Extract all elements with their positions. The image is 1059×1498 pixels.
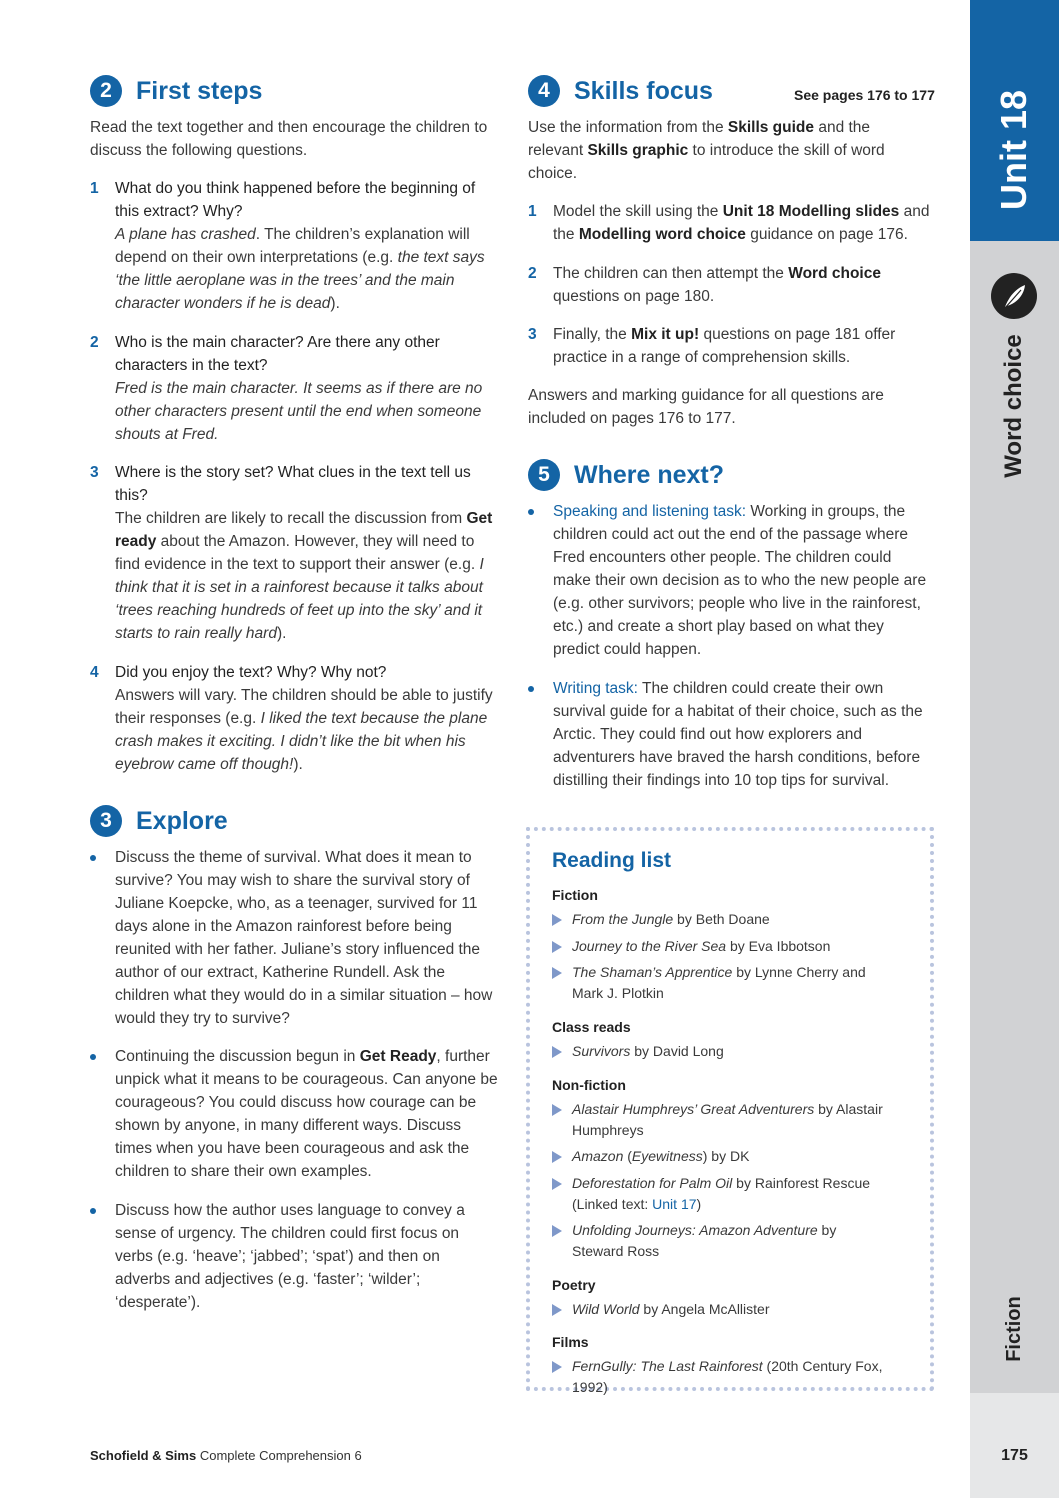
bullet-icon [90,855,96,861]
reading-list-item: Amazon (Eyewitness) by DK [552,1146,912,1167]
linked-text-link[interactable]: Unit 17 [652,1196,697,1212]
question-item [90,177,495,315]
step-item: 1 Model the skill using the Unit 18 Modelling slides and the Modelling word choice guidance on page 176. [528,203,930,243]
triangle-bullet-icon [552,1046,562,1058]
category-label: Fiction [552,887,598,903]
bullet-icon [90,1054,96,1060]
question-number: 4 [90,664,99,681]
category-label: Class reads [552,1019,631,1035]
question-number: 1 [90,180,99,197]
genre-label: Fiction [1003,1296,1025,1362]
where-next-bullet: Speaking and listening task: Working in groups, the children could act out the end of the passage where Fred encounters other people. The children could make their own decision as to who the new people are (e.g. other survivors; people who live in the rainforest, etc.) and create a short play based on what they predict could happen. [528,500,933,661]
reading-list-item: Survivors by David Long [552,1041,912,1062]
skill-label: Word choice [1000,334,1027,478]
see-pages-note: See pages 176 to 177 [794,87,935,103]
explore-heading [90,805,228,837]
reading-list-item: Wild World by Angela McAllister [552,1299,912,1320]
answer-text: A plane has crashed. The children’s explanation will depend on their own interpretations (e.g. the text says ‘the little aeroplane was in the trees’ and the main character wonders if he is dead). [115,226,485,312]
publisher-name: Schofield & Sims [90,1448,197,1463]
question-item [90,661,495,776]
section-number-badge: 3 [90,805,122,837]
section-title: First steps [136,76,263,105]
triangle-bullet-icon [552,1361,562,1373]
book-title: Complete Comprehension 6 [199,1448,362,1463]
triangle-bullet-icon [552,941,562,953]
triangle-bullet-icon [552,1304,562,1316]
category-label: Films [552,1334,589,1350]
question-item [90,331,495,446]
question-text: What do you think happened before the beginning of this extract? Why? [115,180,476,220]
page-number: 175 [1001,1447,1028,1464]
triangle-bullet-icon [552,914,562,926]
where-next-heading [528,459,724,491]
reading-list-title: Reading list [552,849,672,872]
section-title: Where next? [574,460,725,489]
triangle-bullet-icon [552,1225,562,1237]
first-steps-intro: Read the text together and then encourage the children to discuss the following questions. [90,119,488,159]
reading-list-item: Unfolding Journeys: Amazon Adventure by Steward Ross [552,1220,862,1262]
question-text: Where is the story set? What clues in the text tell us this? [115,464,471,504]
reading-list-item: FernGully: The Last Rainforest (20th Century Fox, 1992) [552,1356,922,1398]
question-number: 2 [90,334,99,351]
explore-bullet: Discuss the theme of survival. What does it mean to survive? You may wish to share the survival story of Juliane Koepcke, who, as a teenager, survived for 11 days alone in the Amazon rainforest before being reunited with her father. Juliane’s story influenced the author of our extract, Katherine Rundell. Ask the children what they would do in a similar situation – how would they try to survive? [90,846,500,1030]
page-number-tab [970,1393,1059,1498]
question-text: Did you enjoy the text? Why? Why not? [115,664,387,681]
unit-label: Unit 18 [993,89,1034,211]
reading-list-item: Journey to the River Sea by Eva Ibbotson [552,936,912,957]
reading-list-item: The Shaman’s Apprentice by Lynne Cherry and Mark J. Plotkin [552,962,882,1004]
question-text: Who is the main character? Are there any other characters in the text? [115,334,440,374]
feather-icon [991,273,1037,319]
bullet-icon [90,1208,96,1214]
explore-bullet: Continuing the discussion begun in Get Ready, further unpick what it means to be courageous. Can anyone be courageous? You could discuss how courage can be shown by anyone, in many different ways. Discuss times when you have been courageous and ask the children to share their own examples. [90,1045,500,1183]
reading-list-item: Deforestation for Palm Oil by Rainforest Rescue (Linked text: Unit 17) [552,1173,887,1215]
question-number: 3 [90,464,99,481]
section-number-badge: 5 [528,459,560,491]
where-next-bullet: Writing task: The children could create their own survival guide for a habitat of their choice, such as the Arctic. They could find out how explorers and adventurers have braved the harsh conditions, before distilling their findings into 10 top tips for survival. [528,677,940,792]
reading-list-box [526,827,934,1395]
answer-text: Answers will vary. The children should be able to justify their responses (e.g. I liked the text because the plane crash makes it exciting. I didn’t like the bit when his eyebrow came off though!). [115,687,493,773]
question-item [90,461,495,645]
section-number-badge: 4 [528,75,560,107]
skill-tab [970,241,1059,1393]
explore-bullet: Discuss how the author uses language to convey a sense of urgency. The children could first focus on verbs (e.g. ‘heave’; ‘jabbed’; ‘spat’) and then on adverbs and adjectives (e.g. ‘faster’; ‘wilder’; ‘desperate’). [90,1199,470,1314]
step-item: 2 The children can then attempt the Word choice questions on page 180. [528,265,881,305]
section-title: Explore [136,806,228,835]
footer [90,1448,362,1463]
answer-text: The children are likely to recall the discussion from Get ready about the Amazon. However, they will need to find evidence in the text to support their answer (e.g. I think that it is set in a rainforest because it talks about ‘trees reaching hundreds of feet up into the sky’ and it starts to rain really hard). [115,510,493,642]
section-title: Skills focus [574,76,713,105]
answer-text: Fred is the main character. It seems as if there are no other characters present until the end when someone shouts at Fred. [115,380,483,443]
bullet-icon [528,509,534,515]
reading-list-item: Alastair Humphreys’ Great Adventurers by Alastair Humphreys [552,1099,897,1141]
skills-focus-intro: Use the information from the Skills guide and the relevant Skills graphic to introduce the skill of word choice. [528,119,885,182]
section-number-badge: 2 [90,75,122,107]
skills-focus-outro: Answers and marking guidance for all questions are included on pages 176 to 177. [528,387,884,427]
unit-tab [970,0,1059,241]
reading-list-item: From the Jungle by Beth Doane [552,909,912,930]
skills-focus-heading [528,75,713,107]
bullet-icon [528,686,534,692]
triangle-bullet-icon [552,1104,562,1116]
category-label: Non-fiction [552,1077,626,1093]
step-item: 3 Finally, the Mix it up! questions on page 181 offer practice in a range of comprehension skills. [528,326,896,366]
triangle-bullet-icon [552,1151,562,1163]
triangle-bullet-icon [552,1178,562,1190]
first-steps-heading [90,75,262,107]
category-label: Poetry [552,1277,596,1293]
triangle-bullet-icon [552,967,562,979]
